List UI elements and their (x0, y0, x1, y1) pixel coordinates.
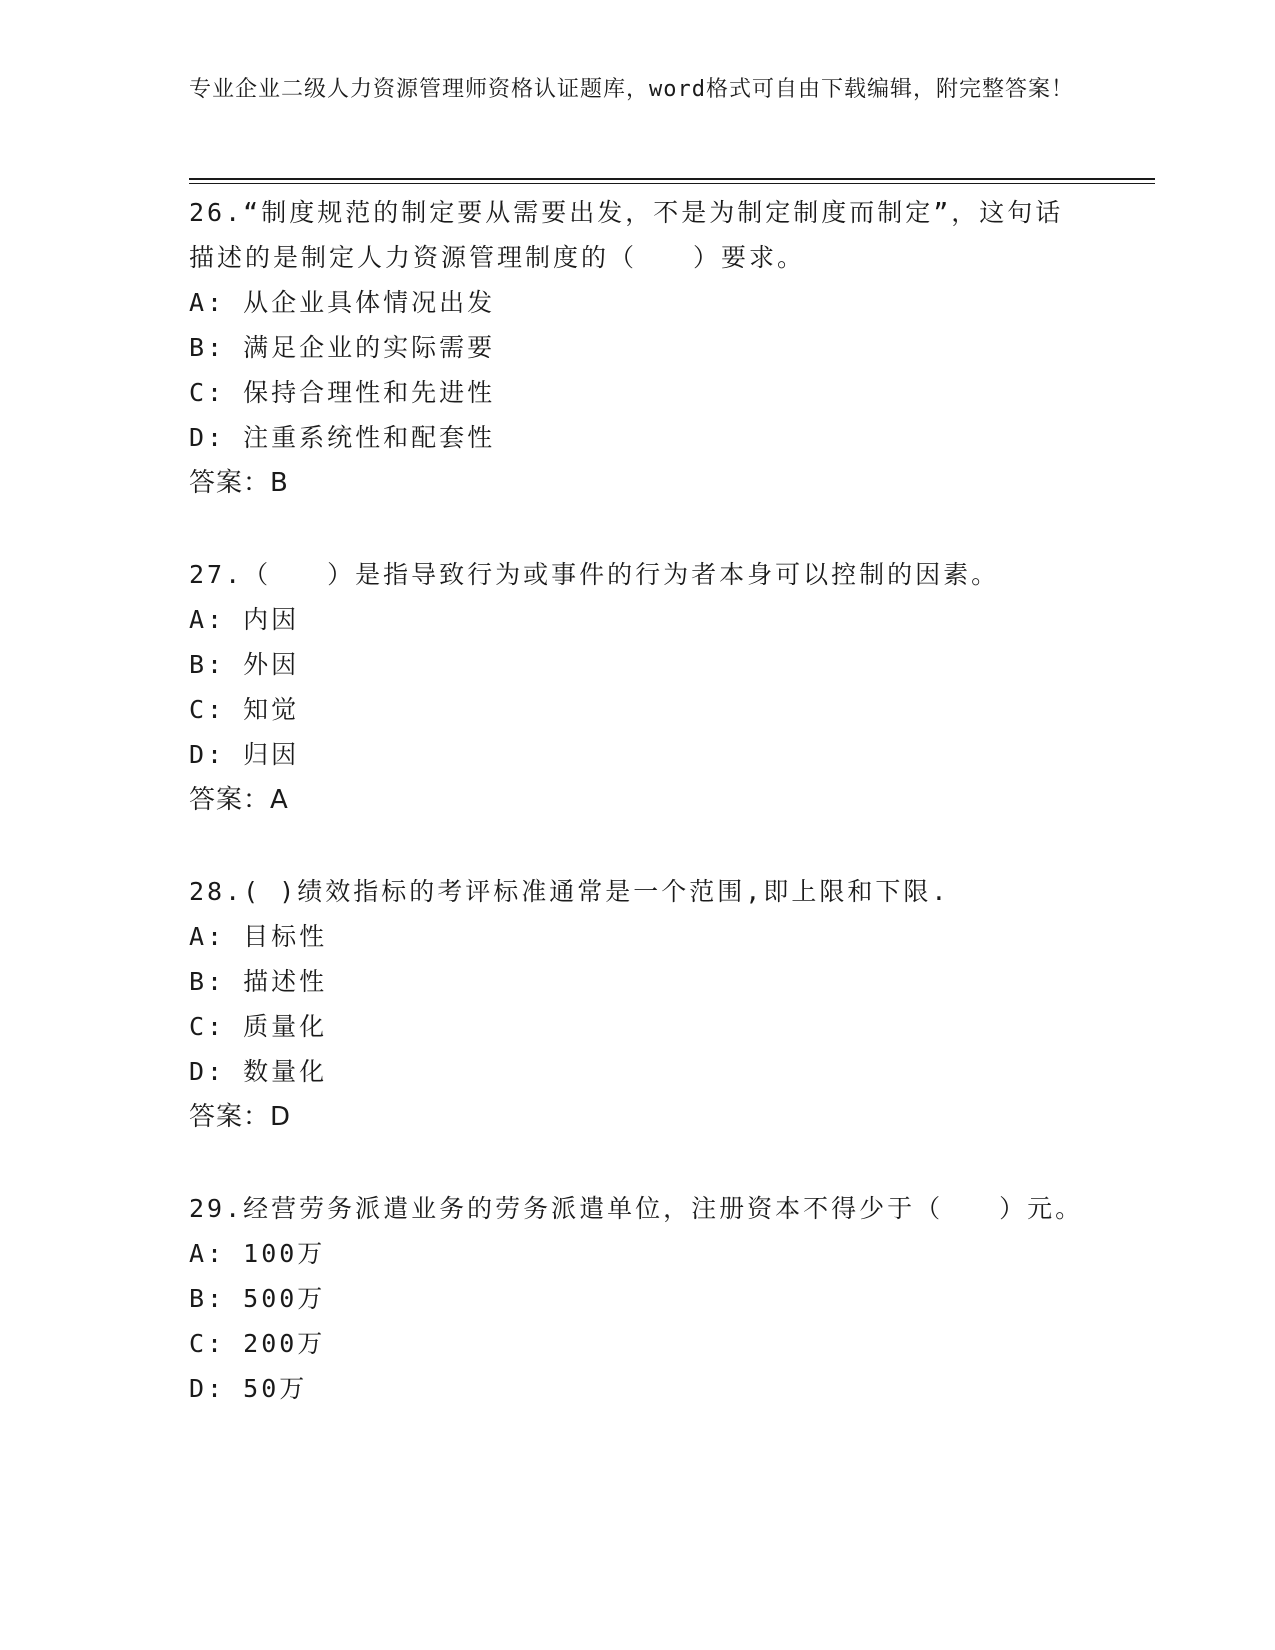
option-b: B: 满足企业的实际需要 (189, 333, 496, 362)
answer-line: 答案：A (189, 785, 289, 815)
header-divider-thin (189, 183, 1155, 184)
question-26 (189, 190, 1089, 506)
document-header: 专业企业二级人力资源管理师资格认证题库，word格式可自由下载编辑，附完整答案！ (189, 77, 1074, 102)
question-stem: 27.（ ）是指导致行为或事件的行为者本身可以控制的因素。 (189, 560, 1000, 589)
option-d: D: 数量化 (189, 1057, 328, 1086)
option-c: C: 质量化 (189, 1012, 328, 1041)
answer-line: 答案：B (189, 468, 289, 498)
question-28 (189, 869, 1089, 1140)
option-b: B: 500万 (189, 1284, 326, 1313)
option-d: D: 归因 (189, 740, 300, 769)
option-a: A: 100万 (189, 1239, 326, 1268)
question-stem: 26.“制度规范的制定要从需要出发，不是为制定制度而制定”，这句话描述的是制定人力资源管理制度的（ ）要求。 (189, 198, 1064, 272)
question-stem: 28.( )绩效指标的考评标准通常是一个范围,即上限和下限. (189, 877, 950, 906)
question-stem: 29.经营劳务派遣业务的劳务派遣单位，注册资本不得少于（ ）元。 (189, 1194, 1084, 1223)
option-a: A: 从企业具体情况出发 (189, 288, 496, 317)
option-d: D: 注重系统性和配套性 (189, 423, 496, 452)
question-list (189, 190, 1089, 1457)
answer-line: 答案：D (189, 1102, 292, 1132)
option-a: A: 目标性 (189, 922, 328, 951)
question-27 (189, 552, 1089, 823)
option-c: C: 知觉 (189, 695, 300, 724)
option-a: A: 内因 (189, 605, 300, 634)
header-divider (189, 178, 1155, 180)
option-d: D: 50万 (189, 1374, 308, 1403)
option-c: C: 保持合理性和先进性 (189, 378, 496, 407)
option-b: B: 外因 (189, 650, 300, 679)
option-b: B: 描述性 (189, 967, 328, 996)
option-c: C: 200万 (189, 1329, 326, 1358)
question-29 (189, 1186, 1089, 1411)
